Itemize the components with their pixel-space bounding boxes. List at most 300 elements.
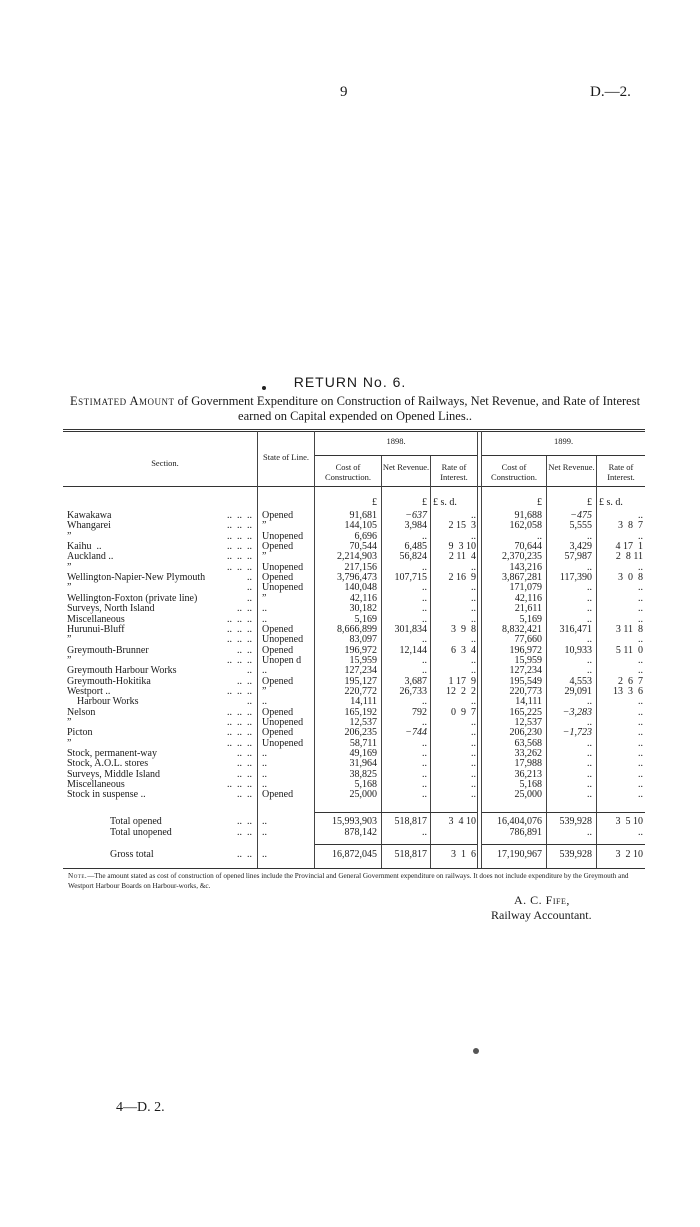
cell-state: .. [262,665,267,676]
cell-i98: .. [471,655,476,666]
cell-r98: 3,984 [404,520,427,531]
cell-dots: .. .. .. [227,624,252,635]
table-top-rule [63,429,645,430]
unit-rate-1898: £ s. d. [433,497,457,508]
cell-section: ” [67,562,72,573]
cell-r98: .. [422,582,427,593]
cell-c99: 171,079 [509,582,542,593]
cell-state: .. [262,779,267,790]
cell-r98: .. [422,717,427,728]
cell-dots: .. [247,696,252,707]
cell-i99: 4 17 1 [615,541,643,552]
cell-r99: .. [587,665,592,676]
cell-state: ” [262,551,267,562]
cell-i99: .. [638,748,643,759]
cell-i98: .. [471,614,476,625]
cell-section: Total unopened [110,827,172,838]
cell-c98: 878,142 [344,827,377,838]
cell-r98: .. [422,665,427,676]
cell-c98: 2,214,903 [337,551,377,562]
cell-i98: .. [471,582,476,593]
cell-r99: .. [587,827,592,838]
note-label: Note. [68,872,88,880]
cell-state: .. [262,769,267,780]
cell-c99: 196,972 [509,645,542,656]
cell-c98: 8,666,899 [337,624,377,635]
cell-dots: .. .. .. [227,655,252,666]
cell-i99: .. [638,531,643,542]
cell-i99: 3 5 10 [615,816,643,827]
table-bottom-rule [63,868,645,869]
cell-r99: .. [587,789,592,800]
cell-i98: 2 16 9 [448,572,476,583]
header-year-1899: 1899. [553,436,574,446]
cell-section: ” [67,531,72,542]
cell-i98: .. [471,789,476,800]
cell-state: Opened [262,676,294,687]
cell-c99: 220,773 [509,686,542,697]
table-note [68,871,643,891]
cell-dots: .. .. [237,748,252,759]
cell-i99: .. [638,707,643,718]
header-section: Section. [151,458,179,468]
cell-state: Opened [262,645,294,656]
cell-i99: .. [638,593,643,604]
note-text: —The amount stated as cost of construction of opened lines include the Provincial and General Government expenditure on railways. It does not include expenditure by the Greymouth and Westport Harbour Boards on Harbour-works, &c. [68,872,629,890]
cell-r99: 316,471 [559,624,592,635]
cell-state: ” [262,593,267,604]
cell-c99: 21,611 [514,603,542,614]
cell-c99: 17,190,967 [497,849,542,860]
cell-i98: .. [471,593,476,604]
cell-c98: 196,972 [344,645,377,656]
cell-c98: 165,192 [344,707,377,718]
cell-c98: 127,234 [344,665,377,676]
year1-rule [315,455,477,456]
cell-section: Greymouth-Brunner [67,645,149,656]
cell-c98: 144,105 [344,520,377,531]
cell-r99: .. [587,582,592,593]
cell-section: Miscellaneous [67,614,125,625]
cell-c99: 143,216 [509,562,542,573]
cell-r99: .. [587,593,592,604]
cell-dots: .. .. .. [227,551,252,562]
ink-dot [262,386,266,390]
cell-dots: .. .. .. [227,520,252,531]
cell-c99: 70,644 [514,541,542,552]
cell-i98: 1 17 9 [448,676,476,687]
cell-section: Kaihu .. [67,541,102,552]
cell-dots: .. .. .. [227,779,252,790]
unit-rate-1899: £ s. d. [599,497,623,508]
unit-cost-1898: £ [372,497,377,508]
cell-dots: .. .. [237,849,252,860]
cell-c99: 17,988 [514,758,542,769]
cell-i98: .. [471,748,476,759]
cell-state: Unopened [262,582,304,593]
cell-i99: .. [638,603,643,614]
cell-r98: 792 [412,707,427,718]
cell-section: ” [67,655,72,666]
cell-i99: .. [638,582,643,593]
cell-section: Greymouth Harbour Works [67,665,177,676]
cell-r99: .. [587,655,592,666]
page-footer: 4—D. 2. [116,1100,165,1115]
cell-dots: .. [247,665,252,676]
cell-i98: 2 15 3 [448,520,476,531]
cell-section: ” [67,634,72,645]
cell-section: ” [67,738,72,749]
cell-c98: 217,156 [344,562,377,573]
cell-i99: .. [638,717,643,728]
return-subtitle [60,394,650,424]
cell-dots: .. .. [237,816,252,827]
cell-dots: .. [247,593,252,604]
cell-i98: .. [471,779,476,790]
header-bottom-rule [63,486,645,487]
cell-section: Wellington-Napier-New Plymouth [67,572,206,583]
cell-c98: 16,872,045 [332,849,377,860]
cell-section: Wellington-Foxton (private line) [67,593,198,604]
totals-rule-1898 [315,812,477,813]
cell-c98: 12,537 [349,717,377,728]
cell-dots: .. .. .. [227,717,252,728]
cell-i99: .. [638,614,643,625]
cell-c98: 58,711 [349,738,377,749]
cell-dots: .. .. .. [227,634,252,645]
cell-r98: .. [422,748,427,759]
cell-i98: .. [471,696,476,707]
cell-c99: 25,000 [514,789,542,800]
cell-section: ” [67,717,72,728]
cell-i99: 5 11 0 [615,645,643,656]
cell-section: Surveys, North Island [67,603,155,614]
cell-r99: 57,987 [564,551,592,562]
ink-speck [473,1048,479,1054]
unit-revenue-1899: £ [587,497,592,508]
cell-r99: 10,933 [564,645,592,656]
cell-c99: 5,168 [519,779,542,790]
cell-dots: .. [247,582,252,593]
cell-state: .. [262,816,267,827]
cell-r98: 6,485 [404,541,427,552]
cell-i99: 13 3 6 [613,686,643,697]
cell-c99: 3,867,281 [502,572,542,583]
cell-section: Stock in suspense .. [67,789,146,800]
cell-r99: .. [587,562,592,573]
cell-state: .. [262,827,267,838]
cell-c98: 83,097 [349,634,377,645]
cell-dots: .. .. .. [227,707,252,718]
cell-r98: .. [422,696,427,707]
cell-i99: .. [638,655,643,666]
cell-r99: .. [587,748,592,759]
page-number: 9 [340,84,348,100]
header-revenue-1899: Net Revenue. [548,462,595,472]
cell-section: Greymouth-Hokitika [67,676,151,687]
cell-r99: .. [587,531,592,542]
cell-dots: .. .. [237,758,252,769]
cell-i99: .. [638,634,643,645]
cell-i98: .. [471,738,476,749]
header-rate-1898: Rate of Interest. [440,462,468,482]
cell-section: Stock, A.O.L. stores [67,758,149,769]
cell-r98: .. [422,634,427,645]
cell-r98: 518,817 [394,816,427,827]
cell-state: .. [262,614,267,625]
cell-state: .. [262,603,267,614]
cell-c98: 6,696 [354,531,377,542]
cell-dots: .. [247,572,252,583]
cell-i98: .. [471,717,476,728]
cell-c99: 12,537 [514,717,542,728]
cell-r99: −3,283 [562,707,592,718]
cell-dots: .. .. .. [227,510,252,521]
cell-i99: .. [638,562,643,573]
cell-i99: .. [638,738,643,749]
signature-name-text: A. C. Fife, [514,893,570,907]
cell-r99: .. [587,769,592,780]
cell-i98: 3 9 8 [451,624,476,635]
cell-dots: .. .. [237,603,252,614]
cell-c99: .. [537,531,542,542]
cell-i98: 12 2 2 [446,686,476,697]
cell-state: Unopened [262,531,304,542]
unit-cost-1899: £ [537,497,542,508]
cell-section: Stock, permanent-way [67,748,157,759]
year2-rule [482,455,645,456]
cell-i98: 6 3 4 [451,645,476,656]
cell-r98: .. [422,562,427,573]
cell-c98: 3,796,473 [337,572,377,583]
cell-section: Miscellaneous [67,779,125,790]
cell-c99: 195,549 [509,676,542,687]
cell-state: Opened [262,510,294,521]
cell-c99: 36,213 [514,769,542,780]
header-cost-1899: Cost of Construction. [490,462,538,482]
cell-i98: .. [471,510,476,521]
header-state: State of Line. [262,452,310,462]
cell-state: .. [262,696,267,707]
cell-r99: 539,928 [559,816,592,827]
cell-i99: 3 11 8 [615,624,643,635]
cell-i99: 3 0 8 [618,572,643,583]
cell-r98: .. [422,779,427,790]
cell-c98: 25,000 [349,789,377,800]
cell-dots: .. .. .. [227,738,252,749]
cell-c99: 15,959 [514,655,542,666]
cell-r98: 107,715 [394,572,427,583]
cell-i99: 2 6 7 [618,676,643,687]
cell-i98: 3 4 10 [448,816,476,827]
cell-c99: 77,660 [514,634,542,645]
cell-r99: .. [587,758,592,769]
cell-c98: 49,169 [349,748,377,759]
cell-state: ” [262,520,267,531]
cell-c99: 63,568 [514,738,542,749]
cell-c98: 42,116 [349,593,377,604]
cell-i98: 0 9 7 [451,707,476,718]
cell-state: Opened [262,707,294,718]
cell-r99: .. [587,634,592,645]
cell-section: Westport .. [67,686,111,697]
cell-c99: 5,169 [519,614,542,625]
cell-state: Unopened [262,717,304,728]
cell-r99: .. [587,696,592,707]
cell-r98: .. [422,758,427,769]
cell-section: Whangarei [67,520,111,531]
cell-c99: 2,370,235 [502,551,542,562]
cell-i98: .. [471,603,476,614]
cell-r99: .. [587,614,592,625]
cell-i99: .. [638,665,643,676]
cell-section: Kawakawa [67,510,112,521]
cell-c98: 140,048 [344,582,377,593]
cell-c98: 15,959 [349,655,377,666]
unit-revenue-1898: £ [422,497,427,508]
cell-i98: .. [471,758,476,769]
cell-dots: .. .. .. [227,727,252,738]
cell-r98: .. [422,769,427,780]
cell-state: ” [262,686,267,697]
cell-r98: 56,824 [399,551,427,562]
cell-i98: .. [471,665,476,676]
cell-section: Auckland .. [67,551,114,562]
cell-state: Opened [262,727,294,738]
cell-state: .. [262,849,267,860]
header-revenue-1898: Net Revenue. [382,462,430,472]
cell-r98: −744 [405,727,427,738]
cell-c99: 14,111 [515,696,542,707]
cell-dots: .. .. [237,827,252,838]
cell-c99: 16,404,076 [497,816,542,827]
cell-c99: 206,230 [509,727,542,738]
cell-c99: 8,832,421 [502,624,542,635]
header-rate-1899: Rate of Interest. [607,462,635,482]
totals-rule-1899 [482,812,645,813]
cell-section: Nelson [67,707,96,718]
cell-c98: 91,681 [349,510,377,521]
cell-c99: 127,234 [509,665,542,676]
cell-c98: 15,993,903 [332,816,377,827]
col-divider-year-a [477,431,478,868]
cell-state: Unopened [262,562,304,573]
cell-state: Opened [262,624,294,635]
cell-dots: .. .. .. [227,686,252,697]
cell-r98: 301,834 [394,624,427,635]
cell-c99: 165,225 [509,707,542,718]
cell-i98: .. [471,562,476,573]
cell-state: Unopened [262,738,304,749]
cell-r98: .. [422,789,427,800]
cell-r98: 26,733 [399,686,427,697]
header-cost-1898: Cost of Construction. [324,462,372,482]
cell-r99: 5,555 [569,520,592,531]
cell-r99: .. [587,779,592,790]
cell-r98: .. [422,603,427,614]
cell-dots: .. .. .. [227,531,252,542]
cell-c99: 42,116 [514,593,542,604]
cell-r98: .. [422,614,427,625]
cell-c98: 30,182 [349,603,377,614]
cell-section: Gross total [110,849,154,860]
return-title: RETURN No. 6. [293,374,407,390]
signature-role: Railway Accountant. [491,908,592,922]
cell-state: Unopen d [262,655,302,666]
cell-c98: 70,544 [349,541,377,552]
cell-i99: .. [638,789,643,800]
cell-state: .. [262,748,267,759]
cell-r98: 518,817 [394,849,427,860]
cell-r98: .. [422,593,427,604]
cell-section: ” [67,582,72,593]
gross-rule-1898 [315,844,477,845]
cell-c99: 91,688 [514,510,542,521]
cell-r98: .. [422,827,427,838]
cell-section: Surveys, Middle Island [67,769,161,780]
cell-i98: 9 3 10 [448,541,476,552]
cell-c98: 195,127 [344,676,377,687]
cell-r98: .. [422,655,427,666]
signature-name [514,893,570,908]
cell-section: Total opened [110,816,162,827]
cell-i98: 2 11 4 [448,551,476,562]
cell-r98: −637 [405,510,427,521]
cell-r98: 12,144 [399,645,427,656]
cell-section: Picton [67,727,93,738]
cell-r99: .. [587,717,592,728]
cell-c98: 206,235 [344,727,377,738]
cell-i98: .. [471,727,476,738]
cell-c98: 31,964 [349,758,377,769]
cell-i99: .. [638,827,643,838]
cell-i99: .. [638,727,643,738]
cell-r99: 29,091 [564,686,592,697]
cell-r99: 3,429 [569,541,592,552]
cell-dots: .. .. [237,676,252,687]
cell-i98: .. [471,634,476,645]
cell-c98: 5,168 [354,779,377,790]
cell-c98: 38,825 [349,769,377,780]
cell-section: Harbour Works [67,696,139,707]
cell-c99: 786,891 [509,827,542,838]
cell-state: Opened [262,572,294,583]
cell-r99: .. [587,603,592,614]
cell-dots: .. .. [237,789,252,800]
cell-r99: 539,928 [559,849,592,860]
cell-c98: 14,111 [350,696,377,707]
col-divider-state [257,431,258,868]
cell-r99: 117,390 [559,572,592,583]
cell-i99: 2 8 11 [615,551,643,562]
cell-r98: .. [422,738,427,749]
cell-r98: .. [422,531,427,542]
cell-i99: .. [638,779,643,790]
header-year-1898: 1898. [386,436,406,446]
table-top-rule-2 [63,431,645,432]
cell-r99: −1,723 [562,727,592,738]
subtitle-lead: Estimated Amount [69,394,175,408]
cell-i98: 3 1 6 [451,849,476,860]
document-reference: D.—2. [590,84,631,100]
cell-state: Opened [262,541,294,552]
cell-c98: 5,169 [354,614,377,625]
gross-rule-1899 [482,844,645,845]
cell-i98: .. [471,769,476,780]
cell-dots: .. .. .. [227,541,252,552]
cell-dots: .. .. [237,769,252,780]
subtitle-rest: of Government Expenditure on Construction of Railways, Net Revenue, and Rate of Interest earned on Capital expended on Opened Lines.. [174,394,641,423]
